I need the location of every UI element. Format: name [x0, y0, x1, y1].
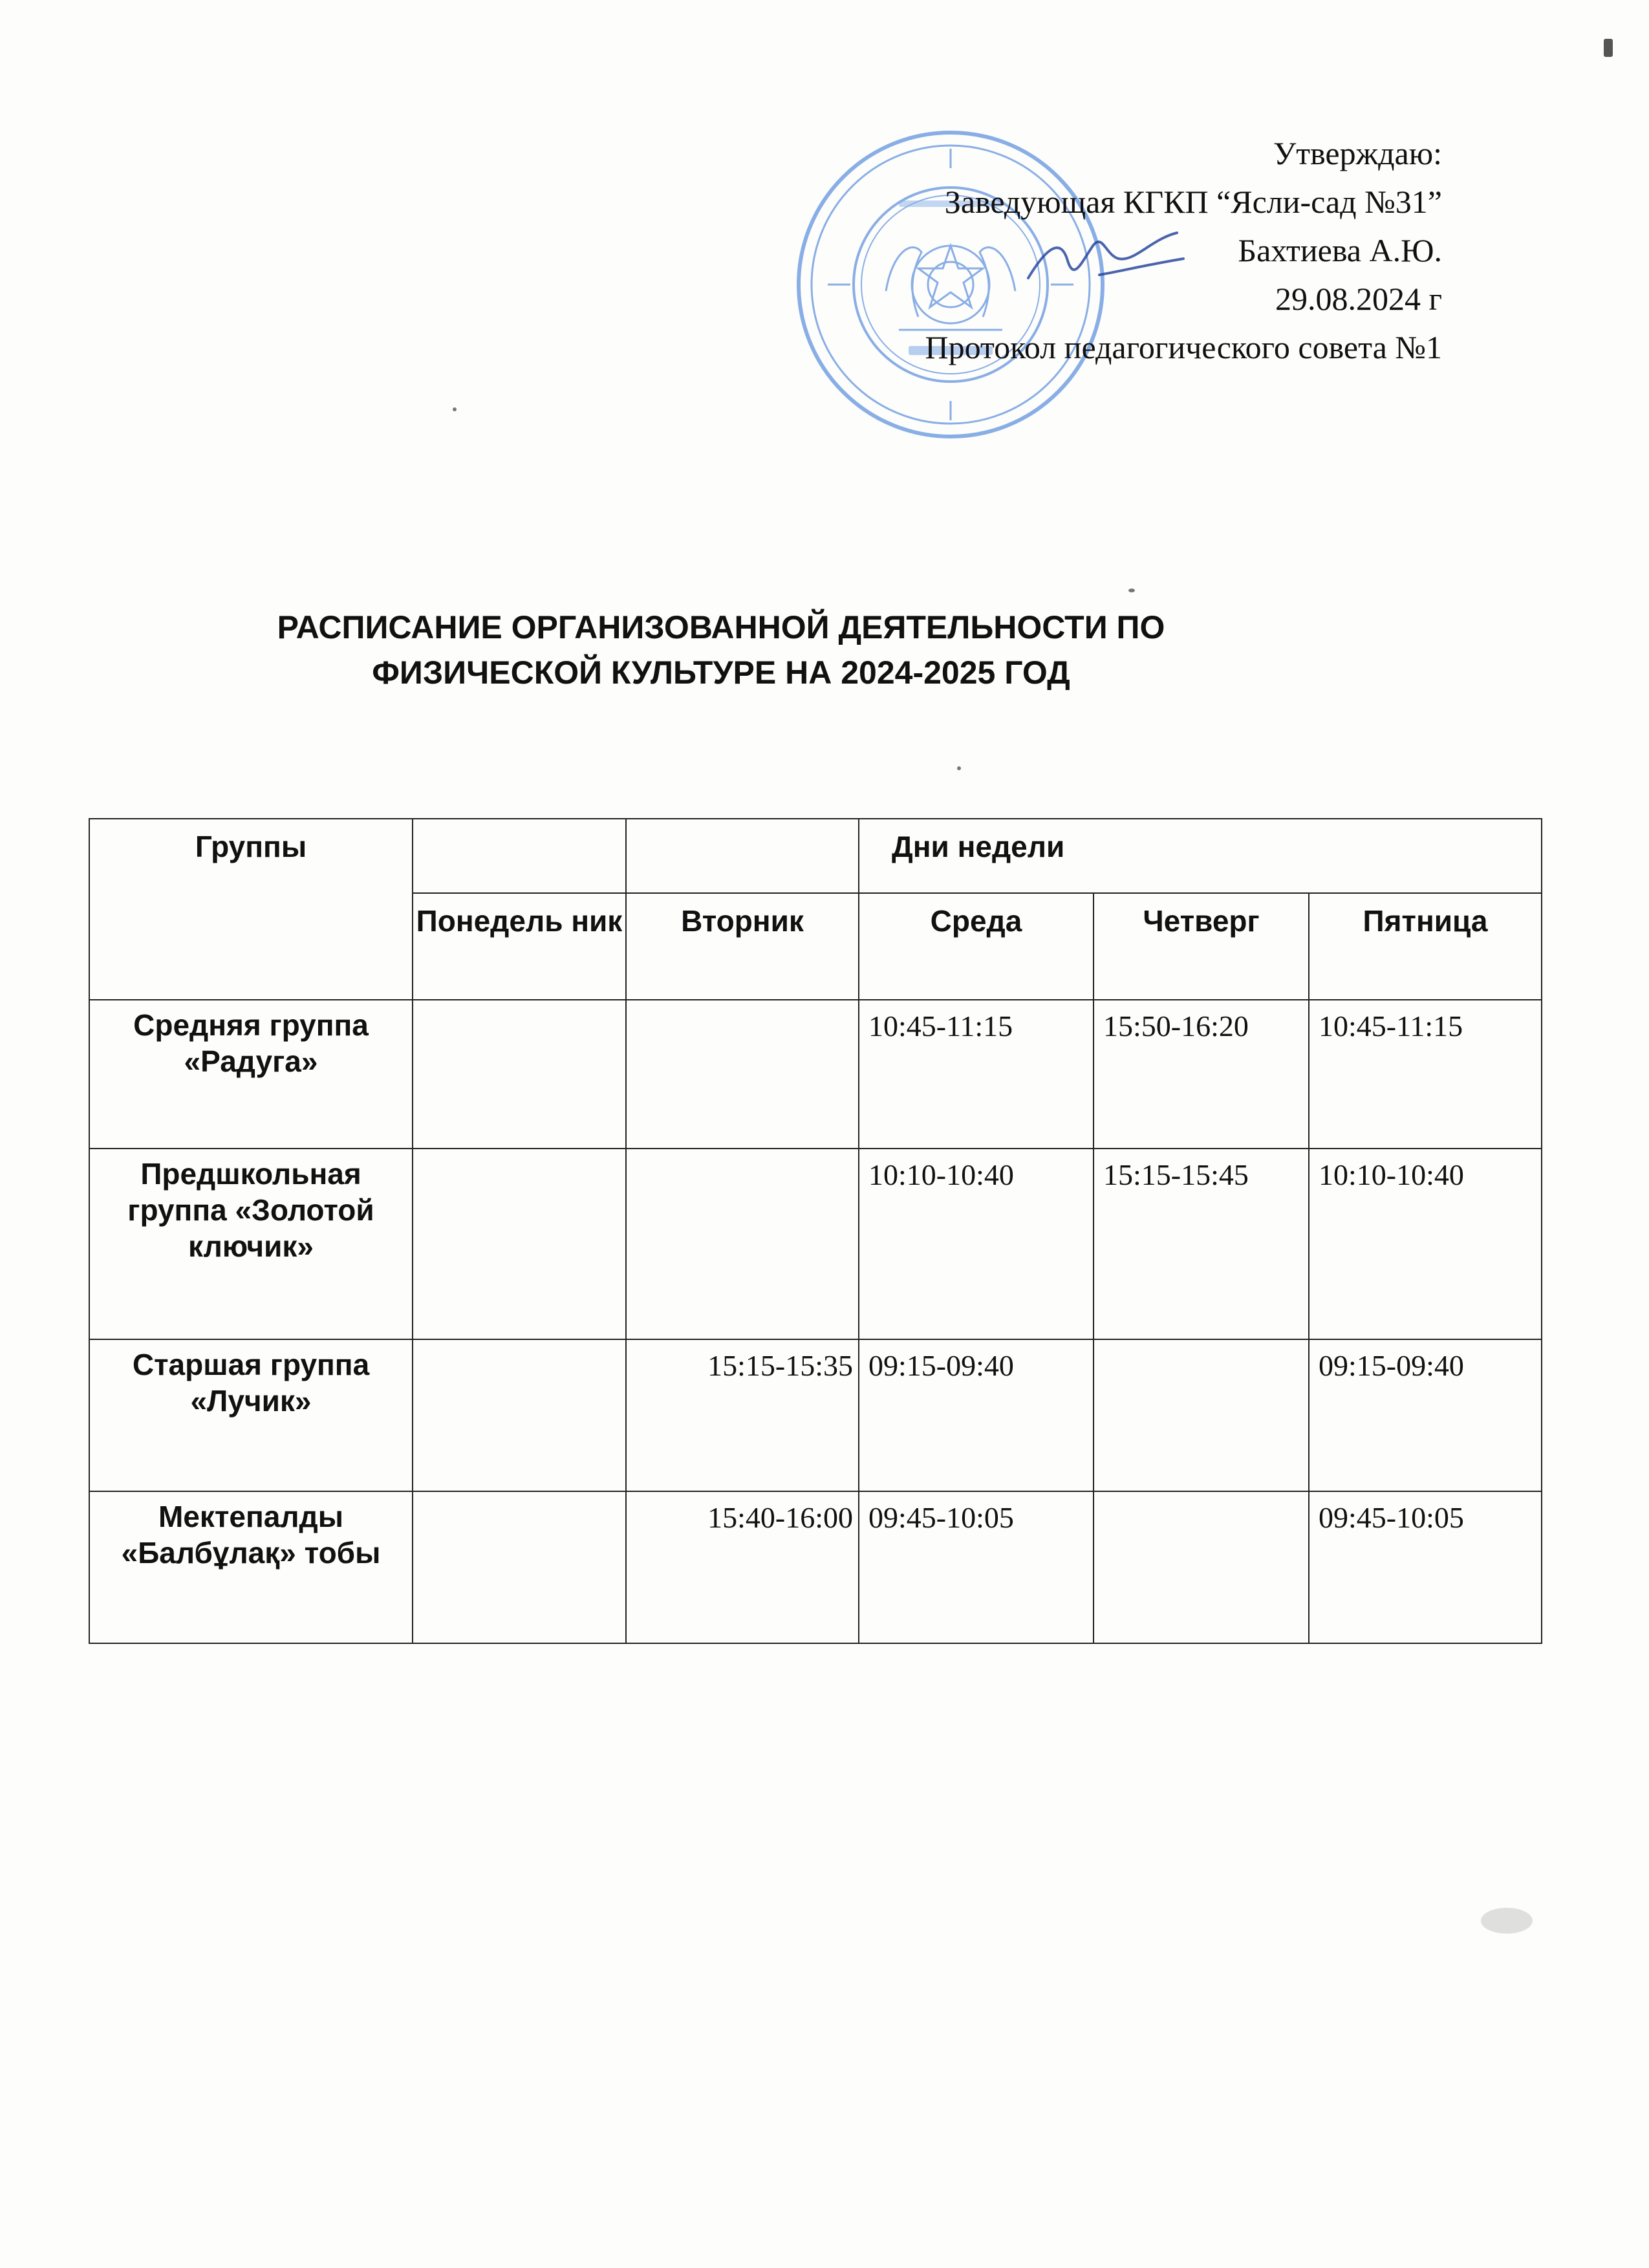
schedule-table	[89, 818, 1542, 1644]
time-cell: 10:10-10:40	[1309, 1149, 1542, 1339]
time-cell: 15:15-15:45	[1094, 1149, 1309, 1339]
approval-block	[925, 129, 1443, 372]
time-cell	[413, 1000, 626, 1149]
scan-speck	[453, 407, 457, 411]
day-header: Четверг	[1094, 893, 1309, 1000]
approval-line: 29.08.2024 г	[1275, 281, 1442, 317]
document-title	[0, 605, 1442, 695]
title-line: РАСПИСАНИЕ ОРГАНИЗОВАННОЙ ДЕЯТЕЛЬНОСТИ ПО	[277, 609, 1165, 645]
time-cell	[413, 1339, 626, 1491]
time-cell: 10:10-10:40	[859, 1149, 1094, 1339]
group-name: Предшкольная группа «Золотой ключик»	[89, 1149, 413, 1339]
day-header: Среда	[859, 893, 1094, 1000]
day-header: Вторник	[626, 893, 859, 1000]
approval-line: Протокол педагогического совета №1	[925, 329, 1442, 365]
table-row	[89, 1000, 1542, 1149]
days-header: Дни недели	[859, 819, 1542, 893]
group-name: Средняя группа «Радуга»	[89, 1000, 413, 1149]
scan-speck	[957, 766, 961, 770]
time-cell: 09:15-09:40	[859, 1339, 1094, 1491]
time-cell	[413, 1491, 626, 1643]
group-name: Старшая группа «Лучик»	[89, 1339, 413, 1491]
time-cell: 10:45-11:15	[1309, 1000, 1542, 1149]
table-row	[89, 1491, 1542, 1643]
group-name: Мектепалды «Балбұлақ» тобы	[89, 1491, 413, 1643]
groups-header: Группы	[89, 819, 413, 1000]
scan-speck	[1604, 39, 1613, 57]
approval-line: Заведующая КГКП “Ясли-сад №31”	[944, 184, 1442, 220]
time-cell	[626, 1149, 859, 1339]
time-cell: 09:45-10:05	[1309, 1491, 1542, 1643]
time-cell: 10:45-11:15	[859, 1000, 1094, 1149]
header-empty-cell	[626, 819, 859, 893]
scan-speck	[1128, 589, 1135, 592]
time-cell: 09:15-09:40	[1309, 1339, 1542, 1491]
time-cell: 15:15-15:35	[626, 1339, 859, 1491]
table-row	[89, 1149, 1542, 1339]
time-cell	[413, 1149, 626, 1339]
header-empty-cell	[413, 819, 626, 893]
time-cell: 09:45-10:05	[859, 1491, 1094, 1643]
approval-line: Бахтиева А.Ю.	[1238, 232, 1442, 268]
approval-line: Утверждаю:	[1273, 135, 1442, 171]
scan-speck	[1481, 1908, 1533, 1934]
time-cell: 15:50-16:20	[1094, 1000, 1309, 1149]
time-cell	[626, 1000, 859, 1149]
time-cell: 15:40-16:00	[626, 1491, 859, 1643]
table-row	[89, 1339, 1542, 1491]
time-cell	[1094, 1339, 1309, 1491]
day-header: Пятница	[1309, 893, 1542, 1000]
day-header: Понедель ник	[413, 893, 626, 1000]
time-cell	[1094, 1491, 1309, 1643]
title-line: ФИЗИЧЕСКОЙ КУЛЬТУРЕ НА 2024-2025 ГОД	[372, 654, 1070, 691]
